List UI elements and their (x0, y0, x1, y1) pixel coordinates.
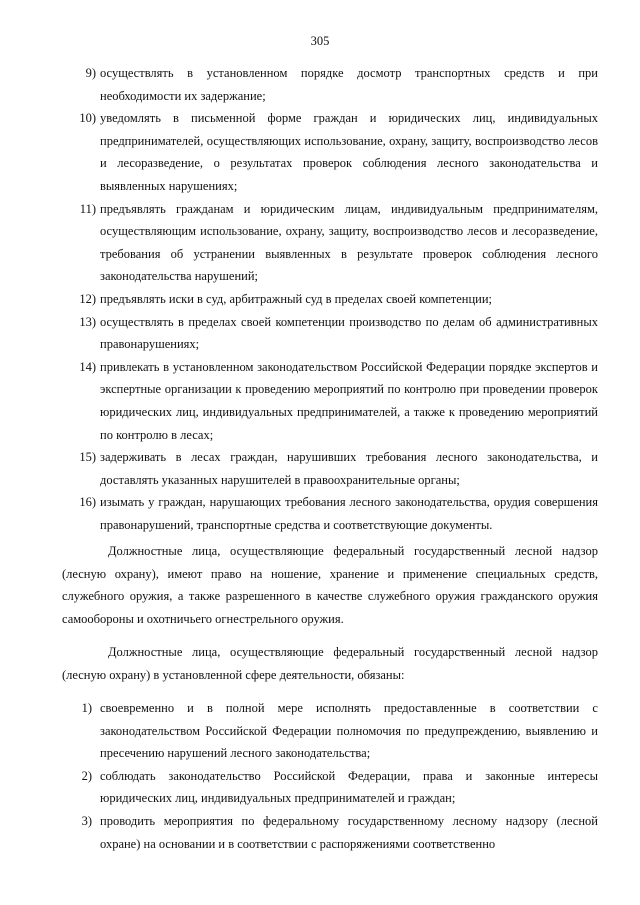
list-item-number: 16) (79, 495, 96, 510)
list-item-text: предъявлять иски в суд, арбитражный суд в пределах своей компетенции; (100, 291, 493, 306)
page-number: 305 (310, 34, 330, 48)
list-item-text: соблюдать законодательство Российской Федерации, права и законные интересы юридических лиц, индивидуальных предпринимателей и граждан; (100, 768, 598, 806)
list-item-number: 10) (79, 111, 96, 126)
obligations-list (62, 697, 598, 855)
list-item (62, 765, 598, 810)
list-item (62, 107, 598, 197)
list-item-number: 12) (79, 291, 96, 306)
list-item-number: 11) (79, 201, 96, 216)
list-item-text: уведомлять в письменной форме граждан и юридических лиц, индивидуальных предпринимателей, осуществляющих использование, охрану, защиту, воспроизводство лесов и лесоразведение, о результатах проверок соблюдения лесного законодательства и выявленных нарушениях; (100, 111, 598, 193)
list-item-text: привлекать в установленном законодательством Российской Федерации порядке экспертов и экспертные организации к проведению мероприятий по контролю при проведении проверок юридических лиц, индивидуальных предпринимателей, а также к проведению мероприятий по контролю в лесах; (100, 359, 598, 442)
rights-list (62, 62, 598, 536)
list-item-number: 2) (81, 768, 92, 783)
list-item-number: 9) (85, 66, 96, 80)
list-item (62, 198, 598, 288)
list-item-text: задерживать в лесах граждан, нарушивших требования лесного законодательства, и доставлять указанных нарушителей в правоохранительные органы; (100, 450, 598, 487)
list-item (62, 356, 598, 446)
paragraph-obligations-intro: Должностные лица, осуществляющие федеральный государственный лесной надзор (лесную охрану) в установленной сфере деятельности, обязаны: (62, 645, 598, 682)
list-item (62, 810, 598, 855)
list-item (62, 62, 598, 107)
list-item (62, 288, 598, 311)
list-item-text: осуществлять в установленном порядке досмотр транспортных средств и при необходимости их задержание; (100, 66, 598, 103)
list-item-number: 1) (81, 701, 92, 715)
list-item (62, 311, 598, 356)
list-item-text: проводить мероприятия по федеральному государственному лесному надзору (лесной охране) на основании и в соответствии с распоряжениями соответственно (100, 813, 598, 851)
list-item-number: 15) (79, 450, 96, 465)
list-item-text: предъявлять гражданам и юридическим лицам, индивидуальным предпринимателям, осуществляющим использование, охрану, защиту, воспроизводство лесов и лесоразведение, требования об устранении выявленных в результате проверок соблюдения лесного законодательства нарушений; (100, 201, 598, 284)
list-item-text: своевременно и в полной мере исполнять предоставленные в соответствии с законодательством Российской Федерации полномочия по предупреждению, выявлению и пресечению нарушений лесного законодательства; (100, 701, 598, 761)
list-item (62, 697, 598, 765)
list-item (62, 446, 598, 491)
paragraph-weapons-right: Должностные лица, осуществляющие федеральный государственный лесной надзор (лесную охрану), имеют право на ношение, хранение и применение специальных средств, служебного оружия, а также разрешенного в качестве служебного оружия гражданского оружия самообороны и охотничьего огнестрельного оружия. (62, 544, 598, 626)
list-item-text: осуществлять в пределах своей компетенции производство по делам об административных правонарушениях; (100, 314, 598, 352)
list-item-number: 14) (79, 359, 96, 374)
list-item-number: 13) (79, 314, 96, 329)
list-item-number: 3) (81, 813, 92, 828)
list-item-text: изымать у граждан, нарушающих требования лесного законодательства, орудия совершения правонарушений, транспортные средства и соответствующие документы. (100, 495, 598, 532)
list-item (62, 491, 598, 536)
